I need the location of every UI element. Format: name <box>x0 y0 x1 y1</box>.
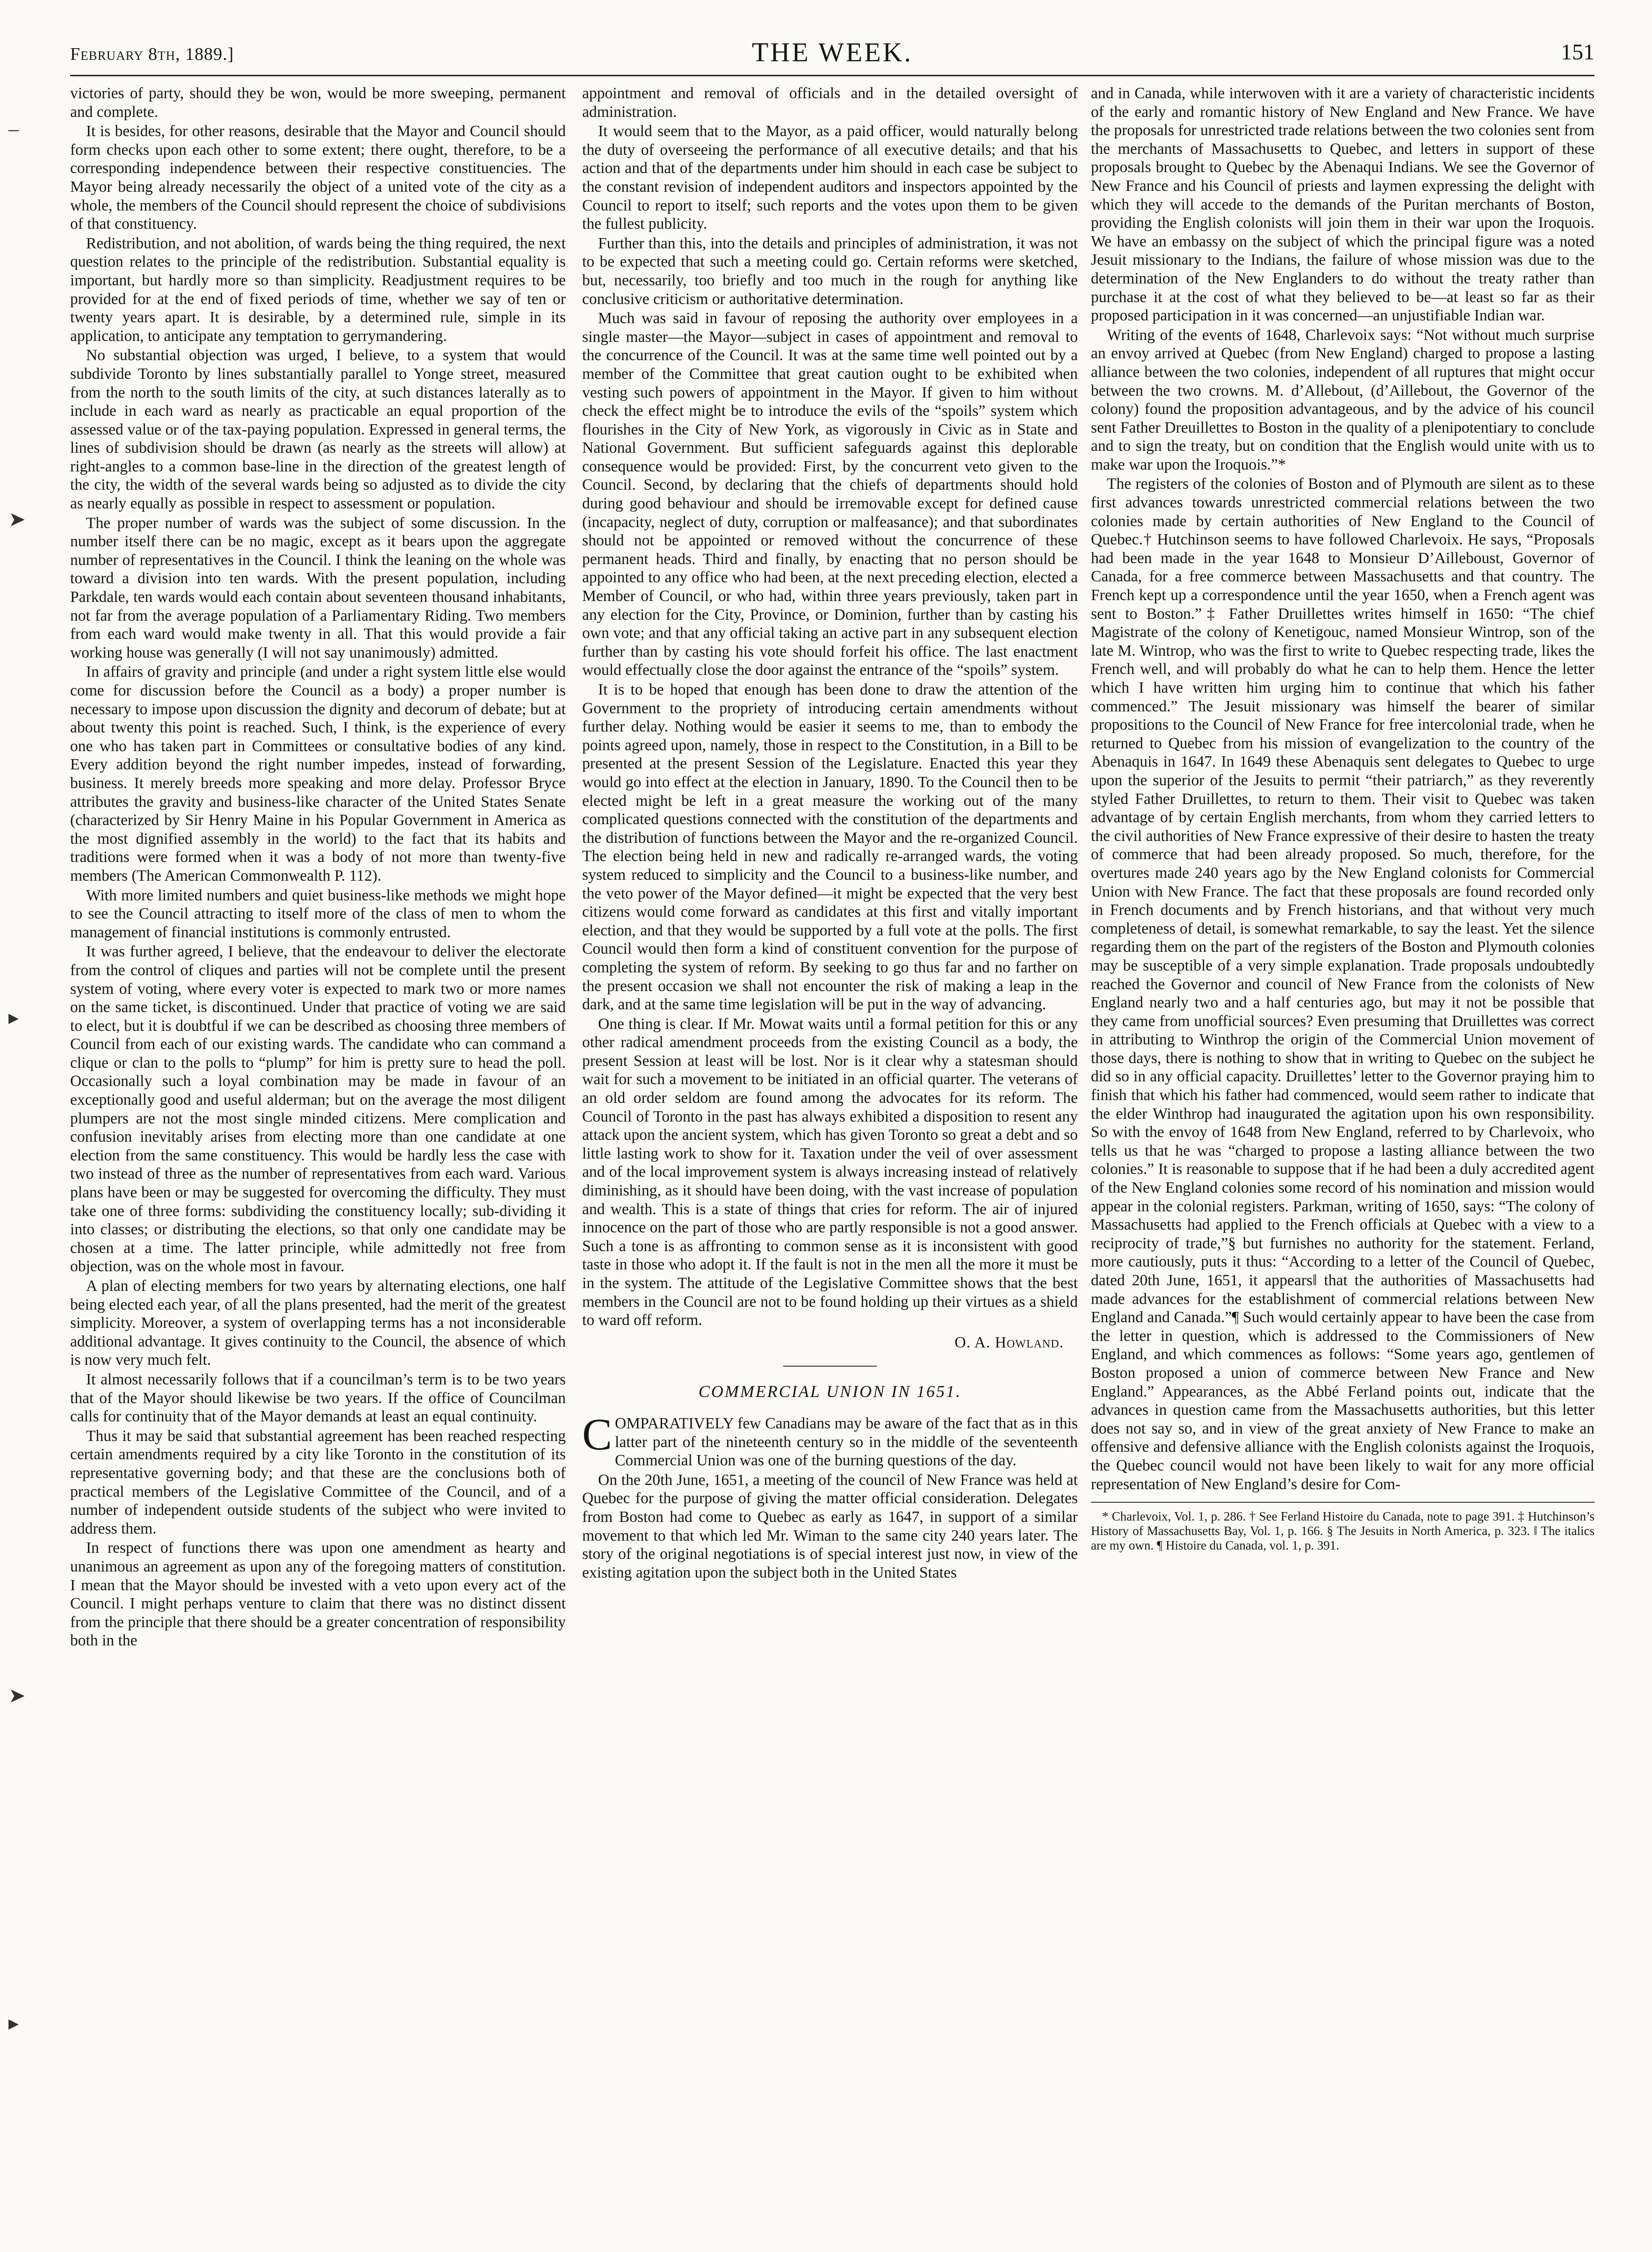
margin-mark-2: ➤ <box>8 508 26 531</box>
col3-paragraph: The registers of the colonies of Boston and of Plymouth are silent as to these first advances towards unrestricted commercial relations between the two colonies made by certain authorities of New England to the Council of Quebec.† Hutchinson seems to have followed Charlevoix. He says, “Proposals had been made in the year 1648 to Monsieur D’Ailleboust, Governor of Canada, for a free commerce between Massachusetts and that country. The French kept up a correspondence until the year 1650, when a French agent was sent to Boston.”‡ Father Druillettes writes himself in 1650: “The chief Magistrate of the colony of Kenetigouc, named Monsieur Wintrop, son of the late M. Wintrop, who was the first to write to Quebec respecting trade, likes the French well, and will probably do what he can to help them. Hence the letter which I have written him urging him to continue that which his father commenced.” The Jesuit missionary was himself the bearer of similar propositions to the Council of New France for free intercolonial trade, when he returned to Quebec from his mission of evangelization to the country of the Abenaquis in 1647. In 1649 these Abenaquis sent delegates to Quebec to urge upon the superior of the Jesuits to permit “their patriarch,” as they reverently styled Father Druillettes, to return to them. Their visit to Quebec was taken advantage of by certain English merchants, from whom they carried letters to the civil authorities of New France expressive of their desire to hasten the treaty of commerce that had been already proposed. So much, therefore, for the overtures made 240 years ago by the New England colonists for Commercial Union with New France. The fact that these proposals are found recorded only in French documents and by French historians, and that without very much completeness of detail, is somewhat remarkable, to say the least. Yet the silence regarding them on the part of the registers of the Boston and Plymouth colonies may be susceptible of a very simple explanation. Trade proposals undoubtedly reached the Governor and council of New France from the colonists of New England nearly two and a half centuries ago, but may it not be possible that they came from unofficial sources? Even presuming that Druillettes was correct in attributing to Winthrop the origin of the Commercial Union movement of those days, there is nothing to show that in writing to Quebec on the subject he did so in any official capacity. Druillettes’ letter to the Governor praying him to finish that which his father had commenced, would seem rather to indicate that the elder Winthrop had inaugurated the agitation upon his own responsibility. So with the envoy of 1648 from New England, referred to by Charlevoix, who tells us that he was “charged to propose a lasting alliance between the two colonies.” It is reasonable to suppose that if he had been a duly accredited agent of the New England colonies some record of his nomination and mission would appear in the colonial registers. Parkman, writing of 1650, says: “The colony of Massachusetts had applied to the French officials at Quebec with a view to a reciprocity of trade,”§ but furnishes no authority for the statement. Ferland, more cautiously, puts it thus: “According to a letter of the Council of Quebec, dated 20th June, 1651, it appears‖ that the authorities of Massachusetts had made advances for the establishment of commercial relations between New England and Canada.”¶ Such would certainly appear to have been the case from the letter in question, which is addressed to the Commissioners of New England, and which commences as follows: “Some years ago, gentlemen of Boston proposed a union of commerce between New France and New England.” Appearances, as the Abbé Ferland points out, indicate that the advances in question came from the Massachusetts authorities, but this letter does not say so, and in view of the great anxiety of New France to make an offensive and defensive alliance with the English colonists against the Iroquois, the Quebec council would not have been likely to wait for any more official representation of New England’s desire for Com- <box>1091 475 1594 1493</box>
col2-paragraph: One thing is clear. If Mr. Mowat waits until a formal petition for this or any other radical amendment proceeds from the existing Council as a body, the present Session at least will be lost. Nor is it clear why a statesman should wait for such a movement to be initiated in an official quarter. The veterans of an old order seldom are found among the advocates for its reform. The Council of Toronto in the past has always exhibited a disposition to resent any attack upon the ancient system, which has given Toronto so great a debt and so little lasting work to show for it. Taxation under the veil of over assessment and of the local improvement system is always increasing instead of relatively diminishing, as it should have been doing, with the vast increase of population and wealth. This is a state of things that cries for reform. The air of injured innocence on the part of those who are partly responsible is not a good answer. Such a tone is as affronting to common sense as it is inconsistent with good taste in those who adopt it. If the fault is not in the men all the more it must be in the system. The attitude of the Legislative Committee shows that the best members in the Council are not to be found holding up their virtues as a shield to ward off reform. <box>582 1015 1078 1329</box>
header-rule <box>70 75 1594 76</box>
col1-paragraph: In respect of functions there was upon one amendment as hearty and unanimous an agreement as upon any of the foregoing matters of constitution. I mean that the Mayor should be invested with a veto upon every act of the Council. I might perhaps venture to claim that there was no distinct dissent from the principle that there should be a greater concentration of responsibility both in the <box>70 1539 566 1650</box>
col3-paragraph: and in Canada, while interwoven with it are a variety of characteristic incidents of the early and romantic history of New England and New France. We have the proposals for unrestricted trade relations between the two colonies sent from the merchants of Massachusetts to Quebec, and letters in support of these proposals brought to Quebec by the Abenaqui Indians. We see the Governor of New France and his Council of priests and laymen expressing the delight with which they will accede to the demands of the Puritan merchants of Boston, providing the English colonists will join them in their war upon the Iroquois. We have an embassy on the subject of which the principal figure was a noted Jesuit missionary to the Indians, the failure of whose mission was due to the determination of the New Englanders to do without the treaty rather than purchase it at the cost of what they believed to be—at least so far as their proposed participation in it was concerned—an unjustifiable Indian war. <box>1091 85 1594 325</box>
col1-paragraph: It almost necessarily follows that if a councilman’s term is to be two years that of the Mayor should likewise be two years. If the office of Councilman calls for continuity that of the Mayor demands at least an equal continuity. <box>70 1370 566 1426</box>
page-header <box>70 36 1594 74</box>
footnotes <box>1091 1502 1594 1553</box>
col1-paragraph: It is besides, for other reasons, desirable that the Mayor and Council should form checks upon each other to some extent; there ought, therefore, to be a corresponding independence between their respective constituencies. The Mayor being already necessarily the object of a united vote of the city as a whole, the members of the Council should represent the choice of subdivisions of that constituency. <box>70 123 566 233</box>
col2-paragraph: It is to be hoped that enough has been done to draw the attention of the Government to the propriety of introducing certain amendments without further delay. Nothing would be easier it seems to me, than to embody the points agreed upon, namely, those in respect to the Constitution, in a Bill to be presented at the present Session of the Legislature. Enacted this year they would go into effect at the election in January, 1890. To the Council then to be elected might be left in a great measure the working out of the many complicated questions connected with the constitution of the departments and the distribution of functions between the Mayor and the re-organized Council. The election being held in new and radically re-arranged wards, the voting system reduced to simplicity and the Council to a business-like number, and the veto power of the Mayor defined—it might be expected that the very best citizens would come forward as candidates at this first and vitally important election, and that they would be supported by a full vote at the polls. The first Council would then form a kind of constituent convention for the purpose of completing the system of reform. By seeking to go thus far and no farther on the present occasion we shall not encounter the risk of making a leap in the dark, and at the same time legislation will be put in the way of advancing. <box>582 681 1078 1014</box>
page-number: 151 <box>1561 40 1594 65</box>
masthead-title: THE WEEK. <box>751 37 913 67</box>
section-paragraph: On the 20th June, 1651, a meeting of the council of New France was held at Quebec for the purpose of giving the matter official consideration. Delegates from Boston had come to Quebec as early as 1647, in support of a similar movement to that which led Mr. Wiman to the same city 240 years later. The story of the original negotiations is of special interest just now, in view of the existing agitation upon the subject both in the United States <box>582 1471 1078 1581</box>
footnote-text: * Charlevoix, Vol. 1, p. 286. † See Ferland Histoire du Canada, note to page 391. ‡ Hutchinson’s History of Massachusetts Bay, Vol. 1, p. 166. § The Jesuits in North America, p. 323. ‖ The italics are my own. ¶ Histoire du Canada, vol. 1, p. 391. <box>1091 1509 1594 1553</box>
section-first-paragraph <box>582 1409 1078 1470</box>
margin-mark-5: ▸ <box>8 2012 19 2035</box>
col3-paragraph: Writing of the events of 1648, Charlevoix says: “Not without much surprise an envoy arrived at Quebec (from New England) charged to propose a lasting alliance between the two colonies, independent of all ruptures that might occur between the two crowns. M. d’Allebout, (d’Aillebout, the Governor of the colony) found the proposition advantageous, and by the advice of his council sent Father Dreuillettes to Boston in the quality of a plenipotentiary to conclude and to sign the treaty, but on condition that the English would unite with us to make war upon the Iroquois.”* <box>1091 326 1594 473</box>
margin-mark-3: ▸ <box>8 1006 19 1029</box>
col1-paragraph: victories of party, should they be won, would be more sweeping, permanent and complete. <box>70 85 566 121</box>
drop-cap: C <box>582 1409 613 1459</box>
col1-paragraph: Redistribution, and not abolition, of wards being the thing required, the next question relates to the principle of the redistribution. Substantial equality is important, but hardly more so than simplicity. Readjustment requires to be provided for at the end of fixed periods of time, whether we say of ten or twenty years apart. It is desirable, by a determined rule, simple in its application, to anticipate any temptation to gerrymandering. <box>70 234 566 345</box>
author-signature: O. A. Howland. <box>954 1333 1064 1351</box>
section-title: COMMERCIAL UNION IN 1651. <box>698 1382 962 1401</box>
col1-paragraph: Thus it may be said that substantial agreement has been reached respecting certain amendments required by a city like Toronto in the constitution of its representative governing body; and that these are the conclusions both of practical members of the Legislative Committee of the Council, and of a number of independent outside students of the subject who were invited to address them. <box>70 1427 566 1537</box>
col1-paragraph: The proper number of wards was the subject of some discussion. In the number itself there can be no magic, except as it bears upon the aggregate number of representatives in the Council. I think the leaning on the whole was toward a division into ten wards. With the present population, including Parkdale, ten wards would each contain about seventeen thousand inhabitants, not far from the average population of a Parliamentary Riding. Two members from each ward would make twenty in all. That this would provide a fair working house was generally (I will not say unanimously) admitted. <box>70 514 566 661</box>
column-1 <box>70 84 566 1651</box>
section-first-text: OMPARATIVELY few Canadians may be aware of the fact that as in this latter part of the nineteenth century so in the middle of the seventeenth Commercial Union was one of the burning questions of the day. <box>615 1414 1078 1470</box>
col1-paragraph: No substantial objection was urged, I believe, to a system that would subdivide Toronto by lines substantially parallel to Yonge street, measured from the north to the south limits of the city, at such distances laterally as to include in each ward as nearly as practicable an equal proportion of the assessed value or of the tax-paying population. Expressed in general terms, the lines of subdivision should be drawn (as nearly as the streets will allow) at right-angles to a common base-line in the direction of the greatest length of the city, the width of the several wards being so adjusted as to divide the city as nearly equally as possible in respect to assessment or population. <box>70 347 566 513</box>
col1-paragraph: A plan of electing members for two years by alternating elections, one half being elected each year, of all the plans presented, had the merit of the greatest simplicity. Moreover, a system of overlapping terms has a not inconsiderable additional advantage. It gives continuity to the Council, the absence of which is now very much felt. <box>70 1277 566 1369</box>
column-2 <box>582 84 1078 1583</box>
column-3 <box>1091 84 1594 1554</box>
section-divider <box>783 1366 877 1367</box>
col1-paragraph: With more limited numbers and quiet business-like methods we might hope to see the Council attracting to itself more of the class of men to whom the management of financial institutions is commonly entrusted. <box>70 886 566 941</box>
margin-mark-1: – <box>8 117 19 140</box>
col2-paragraph: appointment and removal of officials and in the detailed oversight of administration. <box>582 85 1078 121</box>
col1-paragraph: In affairs of gravity and principle (and under a right system little else would come for discussion before the Council as a body) a proper number is necessary to impose upon discussion the dignity and decorum of debate; but at about twenty this point is reached. Such, I think, is the experience of every one who has taken part in Committees or consultative bodies of any kind. Every addition beyond the right number impedes, instead of forwarding, business. It merely breeds more speaking and more delay. Professor Bryce attributes the gravity and business-like character of the United States Senate (characterized by Sir Henry Maine in his Popular Government in America as the most dignified assembly in the world) to the fact that its habits and traditions were formed when it was a body of not more than twenty-five members (The American Commonwealth P. 112). <box>70 663 566 884</box>
margin-mark-4: ➤ <box>8 1684 26 1707</box>
col1-paragraph: It was further agreed, I believe, that the endeavour to deliver the electorate from the control of cliques and parties will not be complete until the present system of voting, where every voter is expected to mark two or more names on the same ticket, is discontinued. Under that practice of voting we are said to elect, but it is doubtful if we can be described as choosing three members of Council from each of our existing wards. The candidate who can command a clique or clan to the polls to “plump” for him is pretty sure to head the poll. Occasionally such a loyal combination may be made in favour of an exceptionally good and useful alderman; but on the average the most diligent plumpers are not the most single minded citizens. Mere complication and confusion inevitably arises from electing more than one candidate at one election from the same constituency. This would be hardly less the case with two instead of three as the number of representatives from each ward. Various plans have been or may be suggested for overcoming the difficulty. They must take one of three forms: subdividing the constituency locally; sub-dividing it into classes; or distributing the elections, so that only one candidate may be chosen at a time. The latter principle, while admittedly not free from objection, was on the whole most in favour. <box>70 943 566 1275</box>
issue-date: February 8th, 1889.] <box>70 44 234 64</box>
col2-paragraph: Further than this, into the details and principles of administration, it was not to be expected that such a meeting could go. Certain reforms were sketched, but, necessarily, too briefly and too much in the rough for anything like conclusive criticism or authoritative determination. <box>582 234 1078 308</box>
col2-paragraph: Much was said in favour of reposing the authority over employees in a single master—the Mayor—subject in cases of appointment and removal to the concurrence of the Council. It was at the same time well pointed out by a member of the Committee that great caution ought to be exhibited when vesting such powers of appointment in the Mayor. If given to him without check the effect might be to introduce the evils of the “spoils” system which flourishes in the City of New York, as vigorously in Civic as in State and National Government. But sufficient safeguards against this deplorable consequence would be provided: First, by the concurrent veto given to the Council. Second, by declaring that the chiefs of departments should hold during good behaviour and should be irremovable except for defined cause (incapacity, neglect of duty, corruption or malfeasance); and that subordinates should not be appointed or removed without the concurrence of these permanent heads. Third and finally, by enacting that no person should be appointed to any office who had been, at the next preceding election, elected a Member of Council, or who had, within three years previously, taken part in any election for the City, Province, or Dominion, further than by casting his own vote; and that any official taking an active part in any subsequent election further than by casting his vote should forfeit his office. The last enactment would effectually close the door against the entrance of the “spoils” system. <box>582 310 1078 679</box>
col2-paragraph: It would seem that to the Mayor, as a paid officer, would naturally belong the duty of overseeing the performance of all executive details; and that his action and that of the departments under him should in each case be subject to the constant revision of independent auditors and inspectors appointed by the Council to report to itself; such reports and the votes upon them to be given the fullest publicity. <box>582 123 1078 233</box>
